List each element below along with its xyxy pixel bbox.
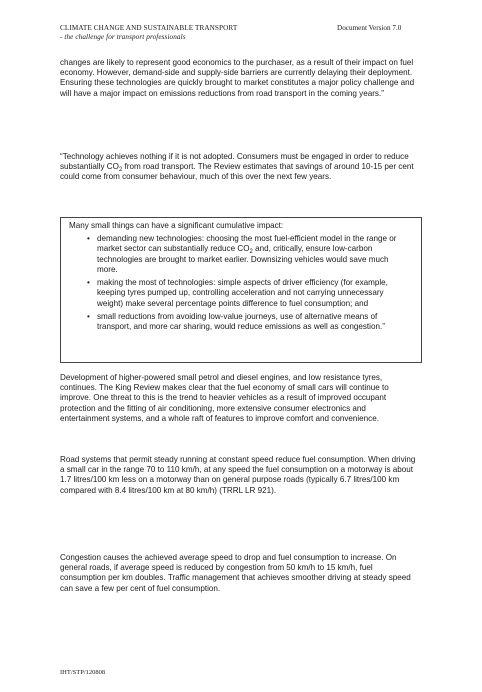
list-item-text: and, critically, ensure low-carbon technologies are brought to market earlier. Downsizing vehicles would save much more.: [97, 244, 389, 274]
quote-bullet-list: [61, 234, 406, 336]
paragraph-congestion: Congestion causes the achieved average speed to drop and fuel consumption to increase. On general roads, if average speed is reduced by congestion from 50 km/h to 15 km/h, fuel consumption per km doubles. Traffic management that achieves smoother driving at steady speed can save a few per cent of fuel consumption.: [60, 553, 411, 593]
list-item-text: demanding new technologies: choosing the most fuel-efficient model in the range or market sector can substantially reduce CO: [97, 234, 397, 254]
paragraph-road-systems: Road systems that permit steady running at constant speed reduce fuel consumption. When driving a small car in the range 70 to 110 km/h, at any speed the fuel consumption on a motorway is about 1.7 litres/100 km less on a motorway than on general purpose roads (typically 6.7 litres/100 km compared with 8.4 litres/100 km at 80 km/h) (TRRL LR 921).: [60, 455, 416, 495]
list-item: [61, 312, 406, 333]
paragraph-text: from road transport. The Review estimates that savings of around 10-15 per cent could come from consumer behaviour, much of this over the next few years.: [60, 162, 414, 182]
paragraph-small-engines: Development of higher-powered small petrol and diesel engines, and low resistance tyres, continues. The King Review makes clear that the fuel economy of small cars will continue to improve. One threat to this is the trend to heavier vehicles as a result of improved occupant protection and the fitting of air conditioning, more extensive consumer electronics and entertainment systems, and a whole raft of features to improve comfort and convenience.: [60, 373, 389, 423]
quote-box-intro: Many small things can have a significant cumulative impact:: [69, 221, 284, 230]
bullet-icon: •: [87, 278, 90, 288]
document-subtitle: - the challenge for transport professionals: [60, 33, 186, 41]
paragraph-technology-economics: changes are likely to represent good economics to the purchaser, as a result of their impact on fuel economy. However, demand-side and supply-side barriers are currently delaying their deployment. Ensuring these technologies are quickly brought to market constitutes a major policy challenge and will have a major impact on emissions reductions from road transport in the coming years.”: [60, 58, 415, 98]
footer-code: IHT/STP/120808: [60, 669, 106, 676]
running-header: [60, 24, 237, 42]
paragraph-consumer-engagement: [60, 152, 416, 183]
list-item-text: small reductions from avoiding low-value journeys, use of alternative means of transport, and more car sharing, would reduce emissions as well as congestion.”: [97, 312, 385, 332]
list-item: [61, 278, 406, 309]
quote-box: [60, 217, 422, 363]
subscript: 2: [249, 249, 253, 256]
bullet-icon: •: [87, 312, 90, 322]
list-item: [61, 234, 406, 275]
document-title: CLIMATE CHANGE AND SUSTAINABLE TRANSPORT: [60, 24, 238, 32]
document-version: Document Version 7.0: [337, 24, 402, 32]
paragraph-text: “Technology achieves nothing if it is not adopted. Consumers must be engaged in order to reduce substantially CO: [60, 152, 409, 172]
subscript: 2: [118, 167, 123, 174]
bullet-icon: •: [87, 234, 90, 243]
list-item-text: making the most of technologies: simple aspects of driver efficiency (for example, keeping tyres pumped up, controlling acceleration and not carrying unnecessary weight) make several percentage points difference to fuel consumption; and: [97, 278, 388, 308]
